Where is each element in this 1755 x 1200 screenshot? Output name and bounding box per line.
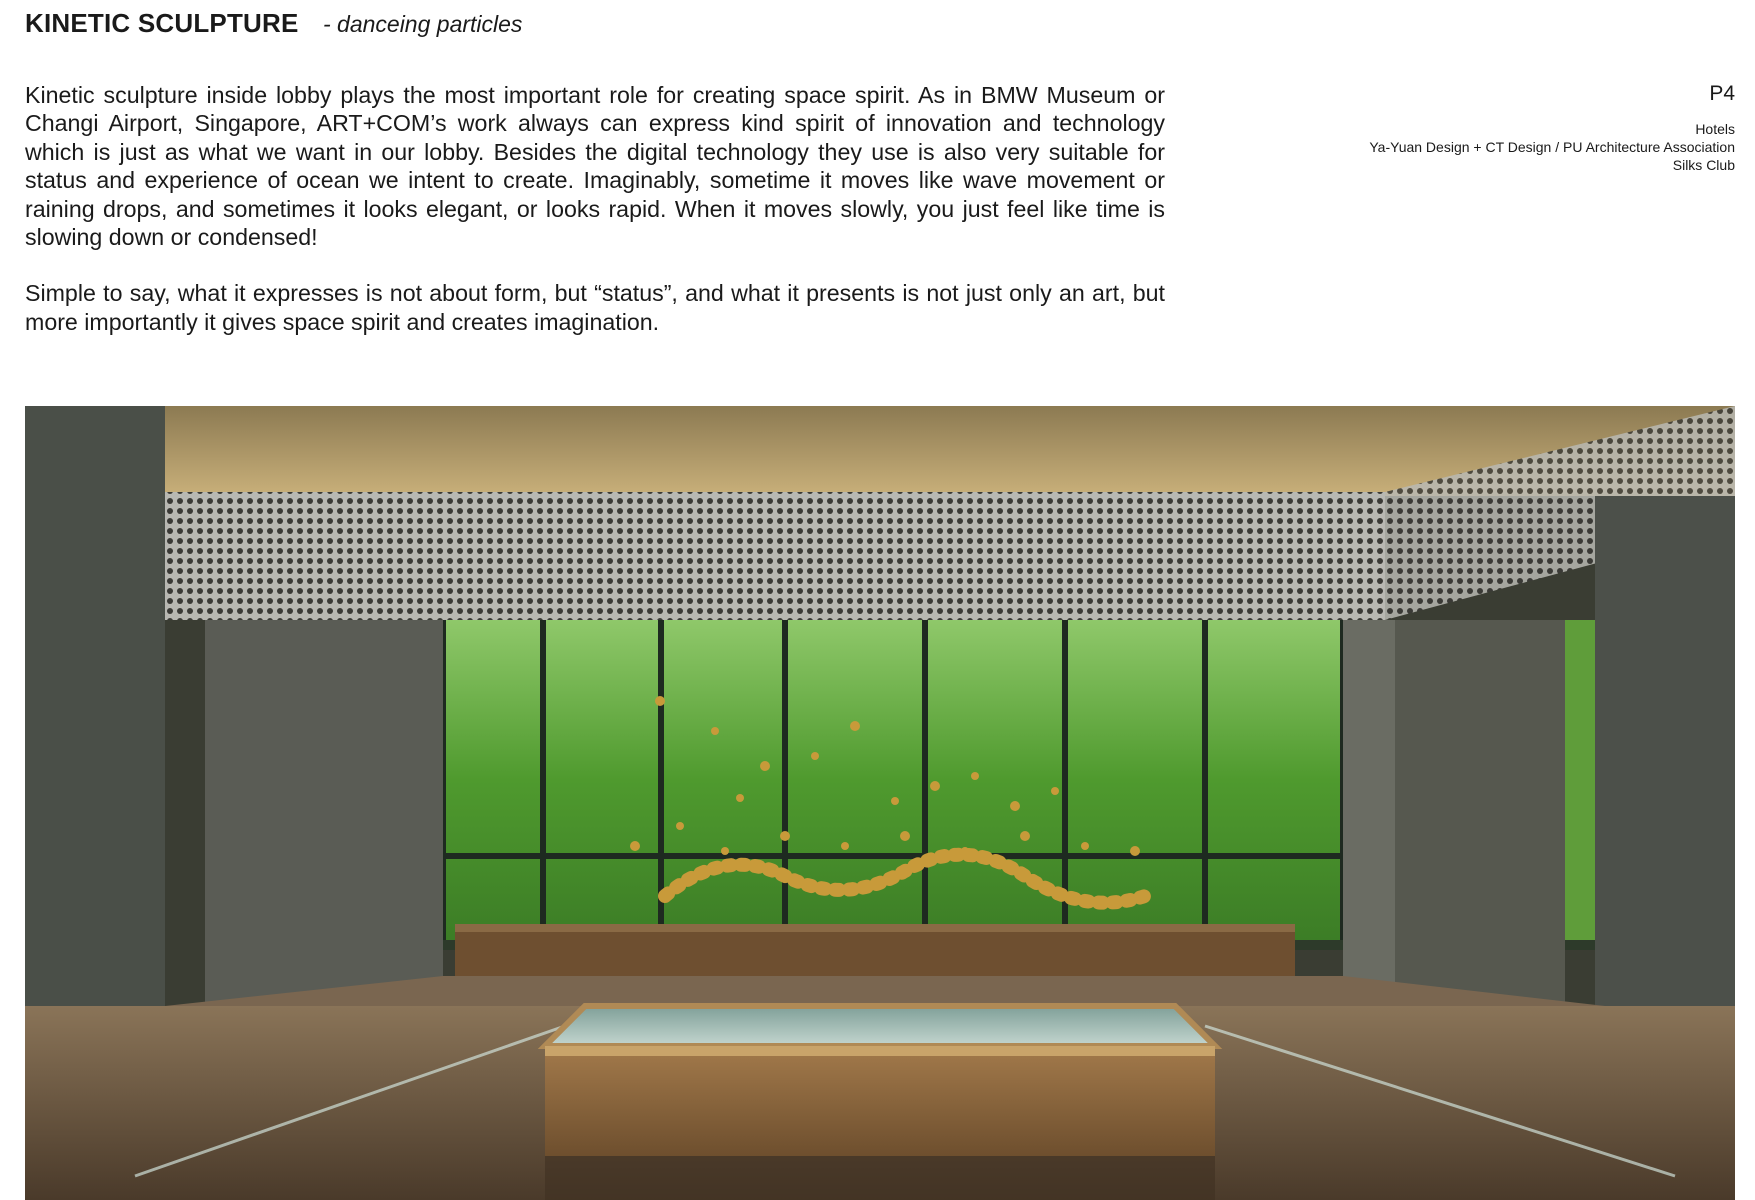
paragraph-1: Kinetic sculpture inside lobby plays the most important role for creating space spirit. As in BMW Museum or Changi Airport, Singapore, ART+COM’s work always can express kind spirit of innovation and technology which is just as what we want in our lobby. Besides the digital technology they use is also very suitable for status and experience of ocean we intent to create. Imaginably, sometime it moves like wave movement or raining drops, and sometimes it looks elegant, or looks rapid. When it moves slowly, you just feel like time is slowing down or condensed!: [25, 82, 1165, 251]
credits-label: Ya-Yuan Design + CT Design / PU Architecture Association: [1369, 139, 1735, 155]
category-label: Hotels: [1695, 121, 1735, 137]
body-text: [25, 81, 1165, 364]
lobby-photo: [25, 406, 1735, 1200]
paragraph-2: Simple to say, what it expresses is not about form, but “status”, and what it presents is not just only an art, but more importantly it gives space spirit and creates imagination.: [25, 280, 1165, 335]
page-number: P4: [1709, 82, 1735, 105]
lobby-photo-illustration: [25, 406, 1735, 1200]
page-title: KINETIC SCULPTURE: [25, 8, 299, 38]
heading: [25, 8, 522, 39]
page-subtitle: - danceing particles: [322, 11, 523, 37]
project-meta: [1369, 82, 1735, 174]
project-label: Silks Club: [1672, 157, 1735, 173]
